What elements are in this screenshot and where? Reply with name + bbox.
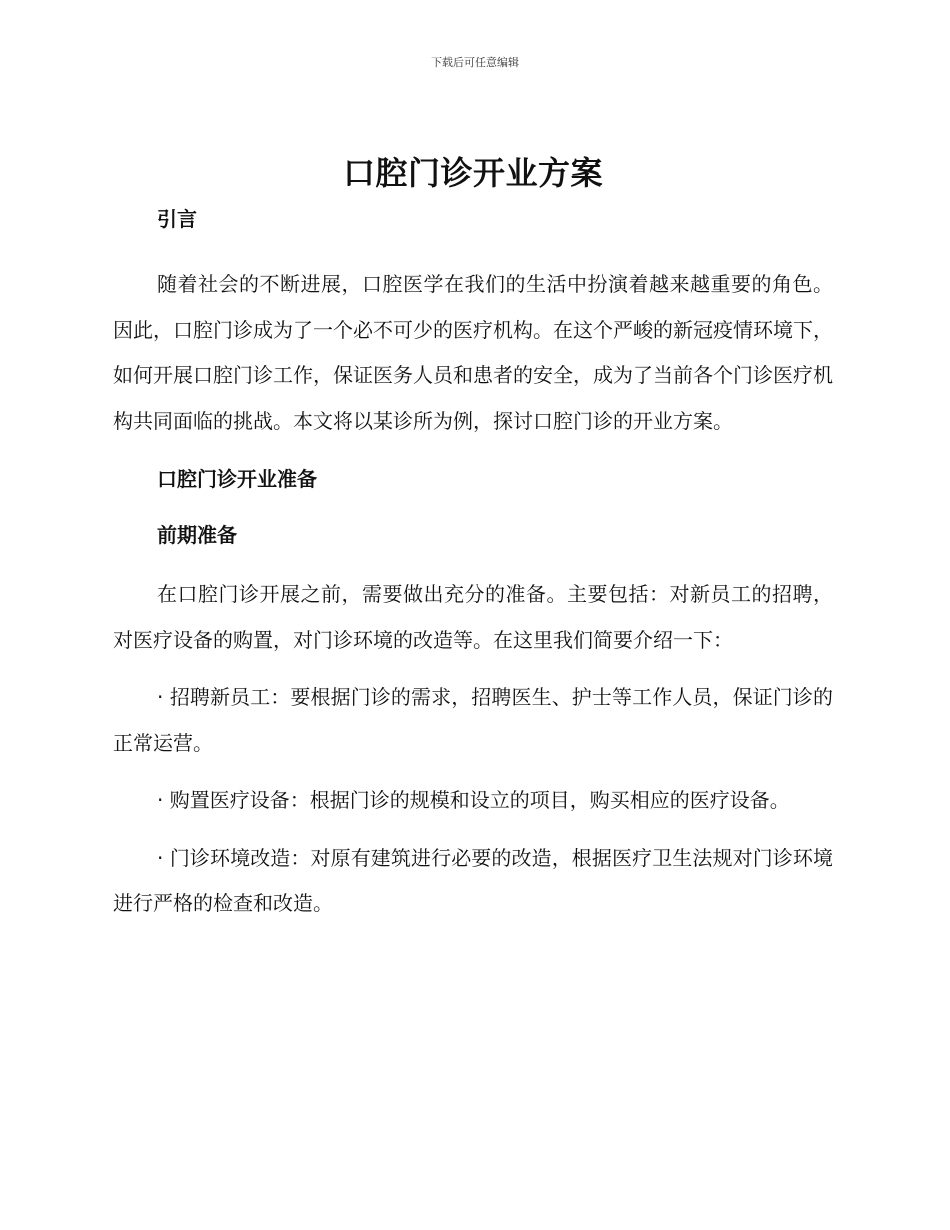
document-title: 口腔门诊开业方案 bbox=[342, 154, 603, 192]
intro-paragraph: 随着社会的不断进展，口腔医学在我们的生活中扮演着越来越重要的角色。因此，口腔门诊成为了一个必不可少的医疗机构。在这个严峻的新冠疫情环境下，如何开展口腔门诊工作，保证医务人员和患者的安全，成为了当前各个门诊医疗机构共同面临的挑战。本文将以某诊所为例，探讨口腔门诊的开业方案。 bbox=[113, 272, 833, 433]
section-heading-preparation: 口腔门诊开业准备 bbox=[157, 467, 317, 491]
section-heading-intro: 引言 bbox=[157, 207, 197, 231]
subheading-early-preparation: 前期准备 bbox=[157, 523, 237, 547]
header-note: 下载后可任意编辑 bbox=[431, 56, 519, 69]
bullet-item-recruitment: · 招聘新员工：要根据门诊的需求，招聘医生、护士等工作人员，保证门诊的正常运营。 bbox=[113, 685, 833, 755]
preparation-paragraph: 在口腔门诊开展之前，需要做出充分的准备。主要包括：对新员工的招聘，对医疗设备的购置，对门诊环境的改造等。在这里我们简要介绍一下： bbox=[113, 582, 833, 652]
bullet-item-renovation: · 门诊环境改造：对原有建筑进行必要的改造，根据医疗卫生法规对门诊环境进行严格的检查和改造。 bbox=[113, 845, 833, 915]
document-body bbox=[113, 150, 833, 927]
bullet-item-equipment: · 购置医疗设备：根据门诊的规模和设立的项目，购买相应的医疗设备。 bbox=[157, 788, 790, 812]
